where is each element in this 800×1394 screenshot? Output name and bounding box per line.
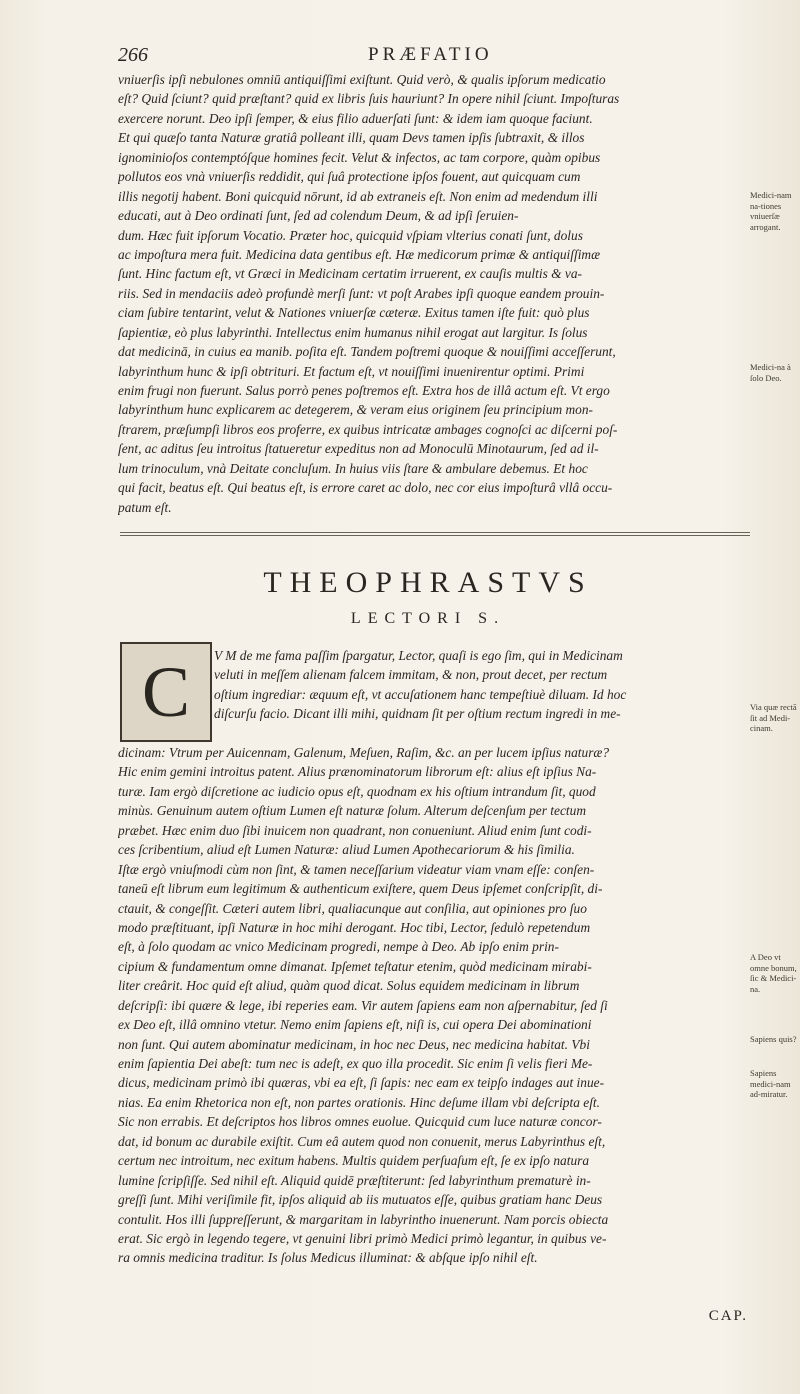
lectori-text xyxy=(118,743,738,1268)
margin-note: Medici-nam na-tiones vniuerſæ arrogant. xyxy=(750,190,792,232)
text-line: enim frugi non fuerunt. Salus porrò penes poſtremos eſt. Extra hos de illâ actum eſt. Vt ergo xyxy=(118,383,610,398)
text-line: præbet. Hæc enim duo ſibi inuicem non quadrant, non conueniunt. Aliud enim ſunt codi- xyxy=(118,822,592,838)
text-line: liter creârit. Hoc quid eſt aliud, quàm quod dicat. Solus equidem medicinam in librum xyxy=(118,978,580,994)
text-line: greſſi ſunt. Mihi veriſimile fit, ipſos aliquid ab iis mutuatos eſſe, quibus gratiam hanc Deus xyxy=(118,1192,603,1208)
page-number: 266 xyxy=(118,44,148,66)
margin-note: Via quæ rectā ſit ad Medi-cinam. xyxy=(750,702,797,733)
catchword: CAP. xyxy=(708,1308,748,1324)
text-line: dat, id bonum ac durabile exiſtit. Cum eâ autem quod non conuenit, merus Labyrinthus eſt, xyxy=(118,1133,606,1149)
text-line: turæ. Iam ergò diſcretione ac iudicio opus eſt, quodnam ex his oſtium intrandum ſit, quod xyxy=(118,783,596,799)
section-rule-bottom xyxy=(120,535,750,536)
text-line: dicinam: Vtrum per Auicennam, Galenum, Meſuen, Raſim, &c. an per lucem ipſius naturæ? xyxy=(118,745,610,760)
text-line: dicus, medicinam primò ibi quæras, vbi ea eſt, ſi ſapis: nec eam ex teipſo indages aut inue- xyxy=(118,1075,605,1091)
text-line: pollutos eos vnà vniuerſis reddidit, qui ſuâ protectione ipſos fouent, aut quicquam cum xyxy=(118,169,581,185)
text-line: ſtrarem, præſumpſi libros eos proferre, ex quibus intricatæ ambages cognoſci ac diſcerni poſ- xyxy=(118,421,618,437)
text-line: oſtium ingrediar: æquum eſt, vt accuſationem hanc tempeſtiuè diluam. Id hoc xyxy=(214,686,627,702)
text-line: patum eſt. xyxy=(118,499,172,515)
page-header xyxy=(118,44,738,68)
text-line: nias. Ea enim Rhetorica non eſt, non partes orationis. Hinc deſume illam vbi deſcripta eſt. xyxy=(118,1094,600,1110)
text-line: riis. Sed in mendaciis adeò profundè merſi ſunt: vt poſt Arabes ipſi quoque eandem prouin- xyxy=(118,285,605,301)
text-line: veluti in meſſem alienam falcem immitam, & non, prout decet, per rectum xyxy=(214,667,608,683)
text-line: diſcurſu facio. Dicant illi mihi, quidnam ſit per oſtium rectum ingredi in me- xyxy=(214,706,621,722)
text-line: ac impoſtura mera fuit. Medicina data gentibus eſt. Hæ medicorum primæ & antiquiſſimæ xyxy=(118,246,601,262)
text-line: qui facit, beatus eſt. Qui beatus eſt, is errore caret ac dolo, nec cor eius impoſturâ vllâ occu- xyxy=(118,480,613,496)
text-line: Et qui quæſo tanta Naturæ gratiâ polleant illi, quam Devs tamen ipſis ſubtraxit, & illos xyxy=(118,130,585,146)
text-line: ctauit, & congeſſit. Cæteri autem libri, qualiacunque aut conſilia, aut opiniones pro ſuo xyxy=(118,900,587,916)
text-line: ſapientiæ, eò plus labyrinthi. Intellectus enim humanus nihil erogat aut largitur. Is ſolus xyxy=(118,324,588,340)
text-line: erat. Sic ergò in legendo tegere, vt genuini libri primò Medici primò legantur, in quibus ve- xyxy=(118,1230,607,1246)
text-line: dat medicinā, in cuius ea manib. poſita eſt. Tandem poſtremi quoque & nouiſſimi acceſſerunt, xyxy=(118,344,616,360)
text-line: lumine ſcripſiſſe. Sed nihil eſt. Aliquid quidē præſtiterunt: ſed labyrinthum prematurè in- xyxy=(118,1172,591,1188)
initial-letter: C xyxy=(141,651,191,732)
text-line: modo præſtituant, ipſi Naturæ in hoc mihi derogant. Hoc tibi, Lector, ſedulò repetendum xyxy=(118,919,591,935)
text-line: educati, aut à Deo ordinati ſunt, ſed ad colendum Deum, & ad ipſi ſeruien- xyxy=(118,208,519,224)
text-line: eſt, à ſolo quodam ac vnico Medicinam progredi, nempe à Deo. Ab ipſo enim prin- xyxy=(118,939,559,955)
text-line: minùs. Genuinum autem oſtium Lumen eſt naturæ ſolum. Alterum deſcenſum per tectum xyxy=(118,803,586,819)
text-line: ſent, ac aditus ſeu introitus ſtatueretur expeditus non ad Monoculū Minotaurum, ſed ad il- xyxy=(118,441,599,457)
lectori-opening-text xyxy=(214,646,738,724)
text-line: exercere norunt. Deo ipſi ſemper, & eius filio aduerſati ſunt: & idem iam quoque faciunt. xyxy=(118,110,593,126)
text-line: non ſunt. Qui autem abominatur medicinam, in hoc nec Deus, nec medicina habitat. Vbi xyxy=(118,1036,590,1052)
preface-text xyxy=(118,70,738,517)
text-line: taneū eſt librum eum legitimum & authenticum exiſtere, quem Deus ipſemet conſcripſit, di- xyxy=(118,881,603,897)
text-line: Hic enim gemini introitus patent. Alius prænominatorum librorum eſt: alius eſt ipſius Na- xyxy=(118,764,597,780)
text-line: labyrinthum hunc explicarem ac detegerem, & veram eius originem ſeu principium mon- xyxy=(118,402,594,418)
text-line: vniuerſis ipſi nebulones omniū antiquiſſimi exiſtunt. Quid verò, & qualis ipſorum medicatio xyxy=(118,72,606,87)
text-line: dum. Hæc fuit ipſorum Vocatio. Præter hoc, quicquid vſpiam vlterius conati ſunt, dolus xyxy=(118,227,583,243)
running-title: PRÆFATIO xyxy=(368,44,493,65)
text-line: ciam ſubire tentarint, velut & Nationes vniuerſæ cæteræ. Exitus tamen iſte fuit: quò plus xyxy=(118,305,590,321)
margin-note: A Deo vt omne bonum, ſic & Medici-na. xyxy=(750,952,797,994)
text-line: eſt? Quid ſciunt? quid præſtant? quid ex libris ſuis hauriunt? In opere nihil ſciunt. Impoſturas xyxy=(118,91,620,107)
section-subtitle: LECTORI S. xyxy=(350,610,506,627)
text-line: ſunt. Hinc factum eſt, vt Græci in Medicinam certatim irruerent, ex cauſis multis & va- xyxy=(118,266,582,282)
text-line: illis negotij habent. Boni quicquid nōrunt, id ab extraneis eſt. Non enim ad medendum illi xyxy=(118,188,598,204)
section-rule-top xyxy=(120,532,750,533)
text-line: lum trinoculum, vnà Deitate concluſum. In huius viis ſtare & ambulare debemus. Et hoc xyxy=(118,460,588,476)
section-title: THEOPHRASTVS xyxy=(263,566,593,599)
text-line: Sic non errabis. Et deſcriptos hos libros omnes euolue. Quicquid cum luce naturæ concor- xyxy=(118,1114,602,1130)
text-line: cipium & fundamentum omne dimanat. Ipſemet teſtatur etenim, quòd medicinam mirabi- xyxy=(118,958,592,974)
text-line: V M de me fama paſſim ſpargatur, Lector, quaſi is ego ſim, qui in Medicinam xyxy=(214,648,623,663)
text-line: contulit. Hos illi ſuppreſſerunt, & margaritam in labyrintho inuenerunt. Nam porcis obiecta xyxy=(118,1211,609,1227)
text-line: enim ſapientia Dei abeſt: tum nec is adeſt, ex quo illa procedit. Sic enim ſi velis fieri Me- xyxy=(118,1056,593,1071)
margin-note: Sapiens quis? xyxy=(750,1034,797,1044)
text-line: ignominioſos contemptóſque homines fecit. Velut & infectos, ac tam corpore, quàm opibus xyxy=(118,149,601,165)
margin-note: Sapiens medici-nam ad-miratur. xyxy=(750,1068,791,1099)
decorated-initial xyxy=(120,642,212,742)
text-line: deſcripſi: ibi quære & lege, ibi reperies eam. Vir autem ſapiens eam non aſpernabitur, ſed ſi xyxy=(118,997,608,1013)
margin-note: Medici-na à ſolo Deo. xyxy=(750,362,791,383)
text-line: ces ſcribentium, aliud eſt Lumen Naturæ: aliud Lumen Apothecariorum & his ſimilia. xyxy=(118,842,575,858)
text-line: Iſtæ ergò vniuſmodi cùm non ſint, & tamen neceſſarium videatur viam vnam eſſe: conſen- xyxy=(118,861,595,877)
text-line: ex Deo eſt, illâ omnino vtetur. Nemo enim ſapiens eſt, niſi is, cui opera Dei abominationi xyxy=(118,1017,592,1033)
text-line: labyrinthum hunc & ipſi obtrituri. Et factum eſt, vt nouiſſimi inuenirentur optimi. Primi xyxy=(118,363,585,379)
text-line: ra omnis medicina traditur. Is ſolus Medicus illuminat: & abſque ipſo nihil eſt. xyxy=(118,1250,538,1266)
text-line: certum nec introitum, nec exitum habens. Multis quidem perſuaſum eſt, ſe ex ipſo natura xyxy=(118,1153,590,1169)
